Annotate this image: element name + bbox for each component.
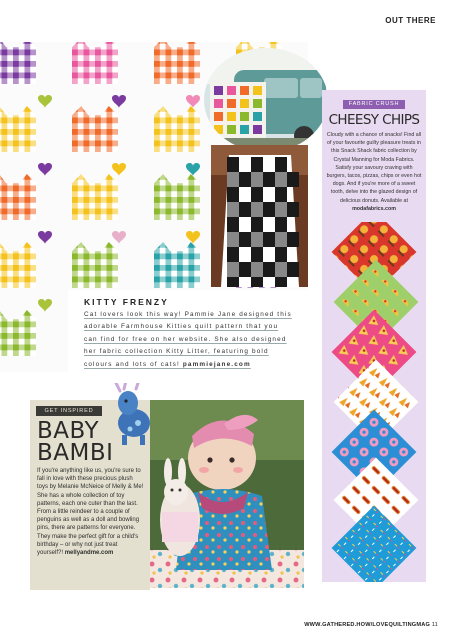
kitty-title: KITTY FRENZY	[84, 297, 169, 307]
kitty-line: can find for free on her website. She also designed	[84, 335, 287, 343]
magazine-url[interactable]: WWW.GATHERED.HOW/LOVEQUILTINGMAG	[304, 622, 431, 628]
fabric-swatches-photo	[322, 222, 426, 582]
bambi-title-line: BABY	[37, 418, 100, 444]
baby-bambi-title	[37, 420, 113, 464]
melly-and-me-link[interactable]: mellyandme.com	[64, 550, 114, 557]
bambi-text: If you're anything like us, you're sure to fall in love with these precious plush toys by Melanie McNeice of Melly & Me! She has a whole collection of toy patterns, each one cuter than the last. From a little reindeer to a couple of penguins as well as a doll and bowling pins, there are patterns for everyone. They make the perfect gift for a child's birthday – or why not just treat yourself?!	[37, 468, 144, 557]
baby-bambi-body	[37, 467, 145, 557]
plush-deer-photo	[108, 383, 158, 445]
kitty-line: her fabric collection Kitty Litter, featuring bold	[84, 348, 269, 356]
bambi-title-line: BAMBI	[37, 440, 114, 466]
fabric-crush-tag: FABRIC CRUSH	[343, 100, 405, 109]
moda-fabrics-link[interactable]: modafabrics.com	[352, 205, 396, 212]
kitty-website-link[interactable]: pammiejane.com	[182, 360, 251, 368]
get-inspired-tag: GET INSPIRED	[36, 406, 102, 416]
kitty-line: adorable Farmhouse Kitties quilt pattern that you	[84, 323, 279, 331]
gingham-blanket-photo	[211, 145, 308, 287]
fabric-crush-body	[326, 131, 422, 213]
kitty-line: colours and lots of cats!	[84, 360, 180, 368]
fabric-crush-text: Cloudy with a chance of snacks! Find all of your favourite guilty pleasure treats in this Snack Shack fabric collection by Crystal Manning for Moda Fabrics. Satisfy your savoury craving with burgers, tacos, pizzas, chips or even hot dogs. And if you're more of a sweet tooth, delve into the glazed design of delicious donuts. Available at	[326, 132, 422, 204]
kitty-line: Cat lovers look this way! Pammie Jane designed this	[84, 311, 292, 318]
fabric-crush-title: CHEESY CHIPS	[328, 112, 420, 128]
section-label: OUT THERE	[385, 16, 436, 25]
kitty-body	[84, 309, 306, 371]
page-number: 11	[431, 622, 438, 628]
page-footer	[304, 622, 438, 628]
quilt-on-truck-photo	[204, 48, 328, 152]
